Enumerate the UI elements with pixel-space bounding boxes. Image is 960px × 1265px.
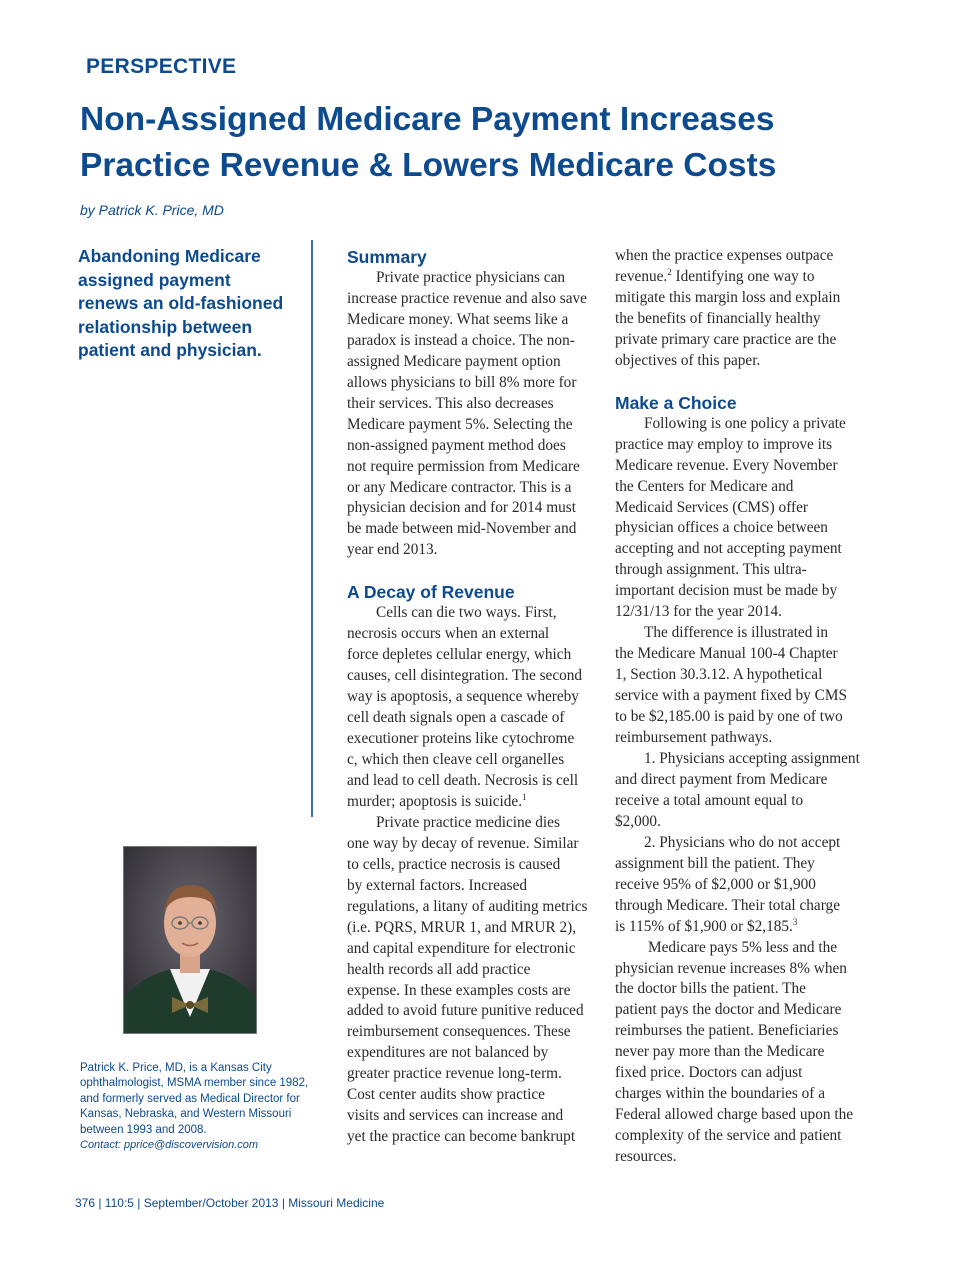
summary-heading: Summary bbox=[347, 247, 427, 267]
text-line: accepting and not accepting payment bbox=[615, 540, 842, 558]
text-line: practice may employ to improve its bbox=[615, 435, 833, 453]
decay-heading: A Decay of Revenue bbox=[347, 582, 515, 603]
text-line: c, which then cleave cell organelles bbox=[347, 751, 565, 769]
text-line: objectives of this paper. bbox=[615, 351, 761, 369]
author-caption bbox=[80, 1061, 330, 1153]
text-line: reimburses the patient. Beneficiaries bbox=[615, 1022, 839, 1040]
choice-paragraph-5 bbox=[615, 938, 875, 1168]
text-line: allows physicians to bill 8% more for bbox=[347, 373, 577, 391]
text-line: greater practice revenue long-term. bbox=[347, 1065, 562, 1083]
text-line: through Medicare. Their total charge bbox=[615, 896, 840, 914]
text-line: Private practice medicine dies bbox=[376, 813, 560, 831]
text-line: Cost center audits show practice bbox=[347, 1086, 545, 1104]
text-line: $2,000. bbox=[615, 812, 661, 830]
portrait-illustration bbox=[124, 847, 256, 1033]
text-line: fixed price. Doctors can adjust bbox=[615, 1064, 803, 1082]
text-line: visits and services can increase and bbox=[347, 1107, 564, 1125]
text-line: the Centers for Medicare and bbox=[615, 477, 794, 495]
text-line: way is apoptosis, a sequence whereby bbox=[347, 688, 579, 706]
text-line: assignment bill the patient. They bbox=[615, 854, 815, 872]
text-line: 1. Physicians accepting assignment bbox=[644, 749, 860, 767]
text-line: expenditures are not balanced by bbox=[347, 1044, 549, 1062]
text-line: Following is one policy a private bbox=[644, 414, 846, 432]
text-line: resources. bbox=[615, 1148, 677, 1166]
text-line: by external factors. Increased bbox=[347, 876, 528, 894]
caption-line: ophthalmologist, MSMA member since 1982, bbox=[80, 1077, 309, 1090]
text-line: non-assigned payment method does bbox=[347, 436, 566, 454]
text-line: The difference is illustrated in bbox=[644, 624, 829, 642]
text-line: increase practice revenue and also save bbox=[347, 289, 587, 307]
text-line: or any Medicare contractor. This is a bbox=[347, 478, 572, 496]
choice-paragraph-1 bbox=[615, 414, 875, 624]
choice-paragraph-4 bbox=[615, 833, 875, 938]
text-line: mitigate this margin loss and explain bbox=[615, 288, 841, 306]
text-line: (i.e. PQRS, MRUR 1, and MRUR 2), bbox=[347, 918, 577, 936]
text-line: necrosis occurs when an external bbox=[347, 625, 550, 643]
text-line: Cells can die two ways. First, bbox=[376, 604, 557, 622]
author-photo bbox=[123, 846, 257, 1034]
footnote-ref: 2 bbox=[667, 266, 672, 277]
text-run: murder; apoptosis is suicide. bbox=[347, 792, 523, 810]
text-line: Medicare payment 5%. Selecting the bbox=[347, 415, 573, 433]
column-divider bbox=[311, 240, 313, 817]
text-line: expense. In these examples costs are bbox=[347, 981, 571, 999]
text-line: receive a total amount equal to bbox=[615, 791, 804, 809]
text-line: and capital expenditure for electronic bbox=[347, 939, 576, 957]
text-run: is 115% of $1,900 or $2,185. bbox=[615, 917, 793, 935]
text-line: never pay more than the Medicare bbox=[615, 1043, 825, 1061]
text-line: when the practice expenses outpace bbox=[615, 247, 834, 264]
text-line: assigned Medicare payment option bbox=[347, 352, 561, 370]
text-line bbox=[347, 792, 602, 813]
text-line: Private practice physicians can bbox=[376, 269, 566, 286]
text-line: and direct payment from Medicare bbox=[615, 770, 828, 788]
text-line: yet the practice can become bankrupt bbox=[347, 1128, 576, 1146]
caption-line: between 1993 and 2008. bbox=[80, 1123, 207, 1136]
text-line: cell death signals open a cascade of bbox=[347, 709, 565, 727]
byline: by Patrick K. Price, MD bbox=[80, 202, 224, 218]
author-contact: Contact: pprice@discovervision.com bbox=[80, 1139, 259, 1152]
right-column bbox=[615, 246, 875, 1168]
choice-paragraph-2 bbox=[615, 623, 875, 749]
text-line: private primary care practice are the bbox=[615, 330, 837, 348]
text-line: Medicare money. What seems like a bbox=[347, 310, 569, 328]
intro-paragraph bbox=[615, 246, 875, 372]
choice-paragraph-3 bbox=[615, 749, 875, 833]
text-line: the Medicare Manual 100-4 Chapter bbox=[615, 645, 838, 663]
pull-quote bbox=[78, 245, 293, 363]
text-line: complexity of the service and patient bbox=[615, 1127, 842, 1145]
text-line: receive 95% of $2,000 or $1,900 bbox=[615, 875, 816, 893]
section-kicker: PERSPECTIVE bbox=[86, 55, 237, 78]
choice-heading: Make a Choice bbox=[615, 392, 737, 413]
text-line: Medicare revenue. Every November bbox=[615, 456, 838, 474]
text-line: to be $2,185.00 is paid by one of two bbox=[615, 708, 843, 726]
text-line: important decision must be made by bbox=[615, 582, 838, 600]
text-line: health records all add practice bbox=[347, 960, 531, 978]
text-line: force depletes cellular energy, which bbox=[347, 646, 572, 664]
text-line: regulations, a litany of auditing metrics bbox=[347, 897, 588, 915]
text-run: revenue. bbox=[615, 267, 668, 285]
text-line: and lead to cell death. Necrosis is cell bbox=[347, 771, 579, 789]
caption-line: and formerly served as Medical Director for bbox=[80, 1092, 300, 1105]
text-line: year end 2013. bbox=[347, 541, 438, 559]
summary-paragraph bbox=[347, 268, 602, 561]
text-line: reimbursement pathways. bbox=[615, 729, 773, 747]
text-line: paradox is instead a choice. The non- bbox=[347, 331, 575, 349]
caption-line: Patrick K. Price, MD, is a Kansas City bbox=[80, 1062, 272, 1074]
text-line: service with a payment fixed by CMS bbox=[615, 687, 847, 705]
pull-quote-line: patient and physician. bbox=[78, 340, 262, 360]
pull-quote-line: Abandoning Medicare bbox=[78, 246, 261, 266]
title-line: Non-Assigned Medicare Payment Increases bbox=[80, 101, 775, 138]
text-line: physician decision and for 2014 must bbox=[347, 499, 576, 517]
text-line: reimbursement consequences. These bbox=[347, 1023, 571, 1041]
article-title bbox=[80, 97, 900, 189]
text-line: charges within the boundaries of a bbox=[615, 1085, 825, 1103]
text-line: one way by decay of revenue. Similar bbox=[347, 834, 579, 852]
text-line: through assignment. This ultra- bbox=[615, 561, 807, 579]
text-line: added to avoid future punitive reduced bbox=[347, 1002, 584, 1020]
text-line: executioner proteins like cytochrome bbox=[347, 730, 575, 748]
text-line: be made between mid-November and bbox=[347, 520, 577, 538]
decay-paragraph-1 bbox=[347, 603, 602, 813]
title-line: Practice Revenue & Lowers Medicare Costs bbox=[80, 147, 777, 184]
text-line: not require permission from Medicare bbox=[347, 457, 580, 475]
text-line: Federal allowed charge based upon the bbox=[615, 1106, 854, 1124]
pull-quote-line: assigned payment bbox=[78, 269, 231, 290]
text-line: Medicaid Services (CMS) offer bbox=[615, 498, 809, 516]
text-line: Medicare pays 5% less and the bbox=[648, 938, 838, 956]
caption-line: Kansas, Nebraska, and Western Missouri bbox=[80, 1108, 292, 1121]
text-line: their services. This also decreases bbox=[347, 394, 554, 412]
text-line: the benefits of financially healthy bbox=[615, 309, 821, 327]
text-line: the doctor bills the patient. The bbox=[615, 980, 806, 998]
text-line: physician offices a choice between bbox=[615, 519, 828, 537]
text-line: causes, cell disintegration. The second bbox=[347, 667, 583, 685]
footnote-ref: 3 bbox=[792, 916, 798, 927]
decay-paragraph-2 bbox=[347, 813, 602, 1148]
text-run: Identifying one way to bbox=[671, 267, 815, 285]
middle-column bbox=[347, 246, 602, 1148]
text-line bbox=[615, 917, 875, 938]
text-line: to cells, practice necrosis is caused bbox=[347, 855, 561, 873]
page-footer: 376 | 110:5 | September/October 2013 | Missouri Medicine bbox=[75, 1196, 385, 1210]
text-line: 1, Section 30.3.12. A hypothetical bbox=[615, 666, 823, 684]
footnote-ref: 1 bbox=[522, 791, 527, 802]
text-line: patient pays the doctor and Medicare bbox=[615, 1001, 842, 1019]
pull-quote-line: renews an old-fashioned bbox=[78, 293, 284, 313]
text-line: 12/31/13 for the year 2014. bbox=[615, 603, 782, 621]
text-line: 2. Physicians who do not accept bbox=[644, 833, 841, 851]
text-line bbox=[615, 267, 875, 288]
text-line: physician revenue increases 8% when bbox=[615, 959, 847, 977]
pull-quote-line: relationship between bbox=[78, 316, 253, 337]
